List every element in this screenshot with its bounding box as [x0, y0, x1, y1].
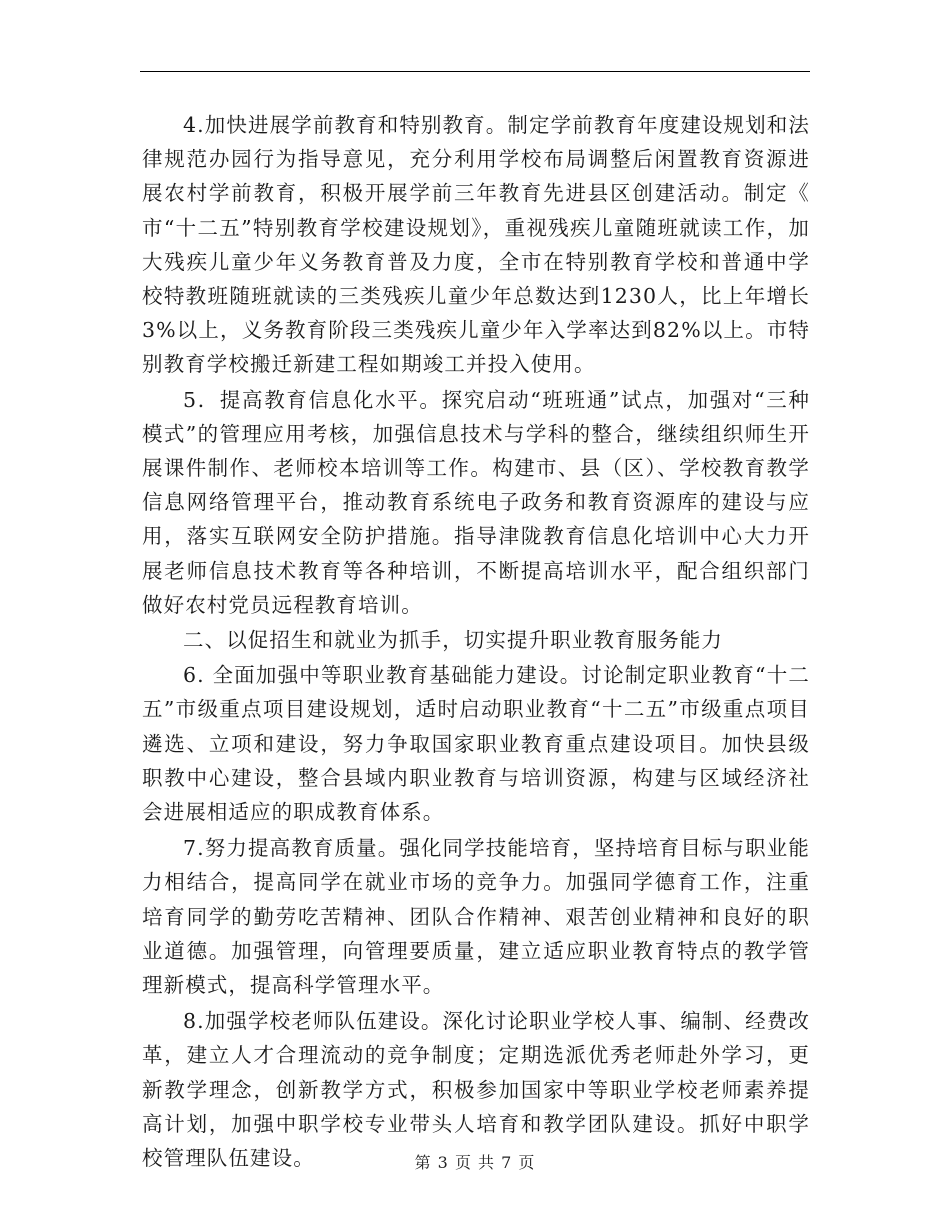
paragraph-vocational-capacity: 6. 全面加强中等职业教育基础能力建设。讨论制定职业教育“十二五”市级重点项目建设规划，适时启动职业教育“十二五”市级重点项目遴选、立项和建设，努力争取国家职业教育重点建设项目。加快县级职教中心建设，整合县域内职业教育与培训资源，构建与区域经济社会进展相适应的职成教育体系。 — [142, 663, 810, 825]
section-heading-vocational-education: 二、以促招生和就业为抓手，切实提升职业教育服务能力 — [183, 628, 723, 653]
page-number-footer: 第 3 页 共 7 页 — [414, 1153, 536, 1172]
paragraph-education-quality: 7.努力提高教育质量。强化同学技能培育，坚持培育目标与职业能力相结合，提高同学在就业市场的竞争力。加强同学德育工作，注重培育同学的勤劳吃苦精神、团队合作精神、艰苦创业精神和良好的职业道德。加强管理，向管理要质量，建立适应职业教育特点的教学管理新模式，提高科学管理水平。 — [142, 836, 810, 998]
paragraph-preschool-special-education: 4.加快进展学前教育和特别教育。制定学前教育年度建设规划和法律规范办园行为指导意见，充分利用学校布局调整后闲置教育资源进展农村学前教育，积极开展学前三年教育先进县区创建活动。制定《 市“十二五”特别教育学校建设规划》，重视残疾儿童随班就读工作，加大残疾儿童少年义务教育普及力度，全市在特别教育学校和普通中学校特教班随班就读的三类残疾儿童少年总数达到1230人，比上年增长3%以上，义务教育阶段三类残疾儿童少年入学率达到82%以上。市特别教育学校搬迁新建工程如期竣工并投入使用。 — [142, 113, 810, 377]
paragraph-education-informatization: 5．提高教育信息化水平。探究启动“班班通”试点，加强对“三种模式”的管理应用考核，加强信息技术与学科的整合，继续组织师生开展课件制作、老师校本培训等工作。构建市、县（区）、学校教育教学信息网络管理平台，推动教育系统电子政务和教育资源库的建设与应用，落实互联网安全防护措施。指导津陇教育信息化培训中心大力开展老师信息技术教育等各种培训，不断提高培训水平，配合组织部门做好农村党员远程教育培训。 — [142, 387, 810, 617]
document-body — [142, 108, 810, 1175]
header-rule — [140, 71, 810, 72]
paragraph-teacher-team: 8.加强学校老师队伍建设。深化讨论职业学校人事、编制、经费改革，建立人才合理流动的竞争制度；定期选派优秀老师赴外学习，更新教学理念，创新教学方式，积极参加国家中等职业学校老师素养提高计划，加强中职学校专业带头人培育和教学团队建设。抓好中职学校管理队伍建设。 — [142, 1009, 810, 1171]
